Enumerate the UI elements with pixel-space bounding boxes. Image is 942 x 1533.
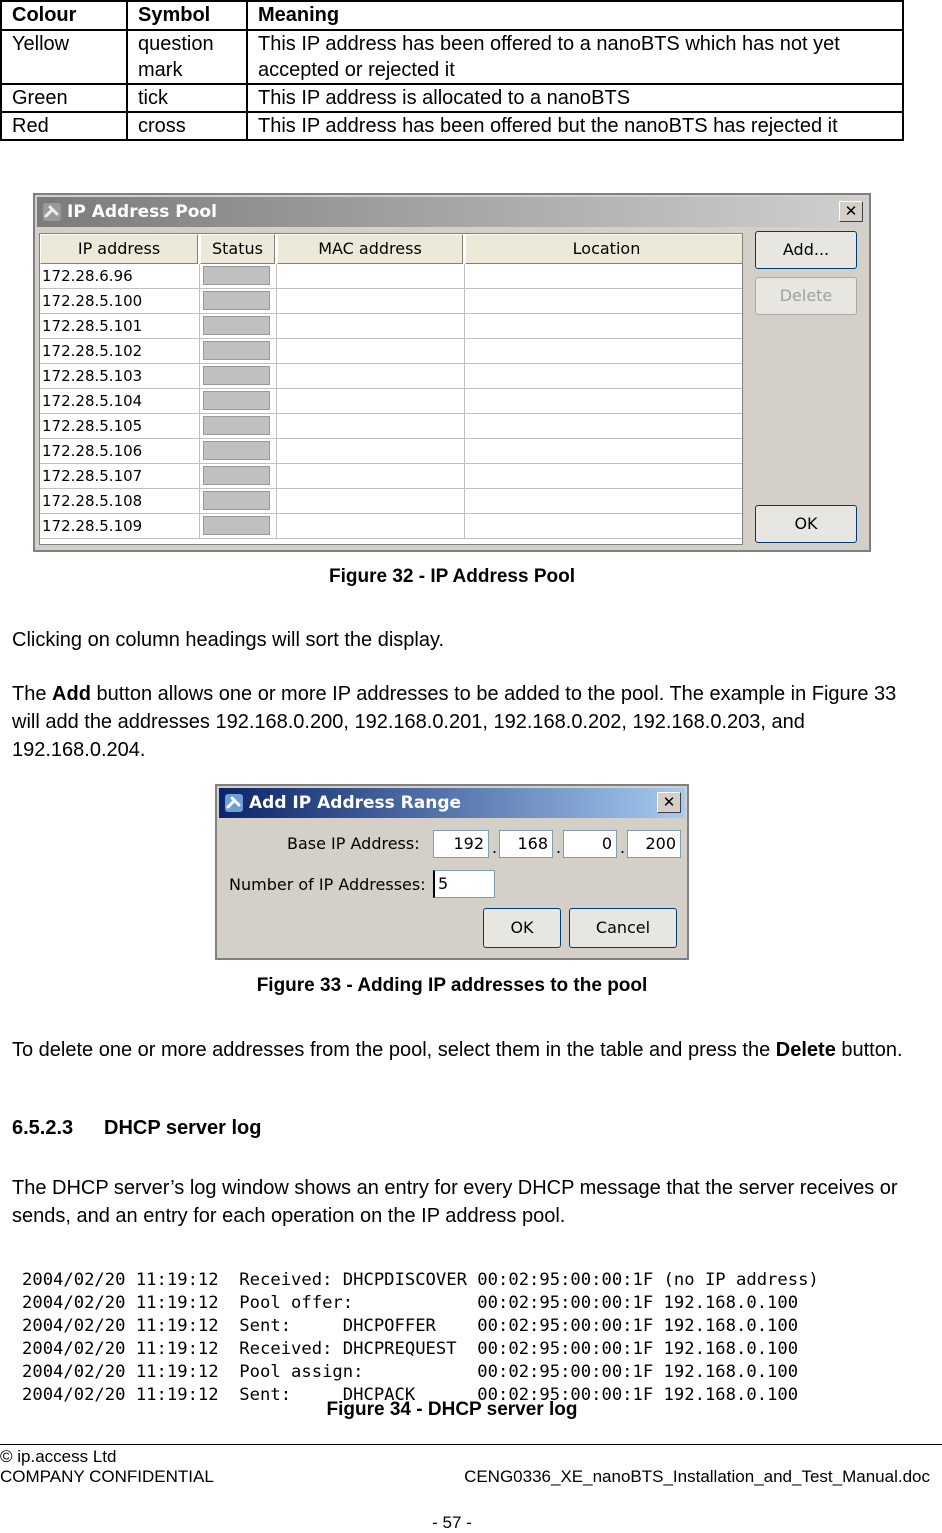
bold-term: Delete [775, 1039, 836, 1061]
status-cell [200, 314, 277, 339]
ip-pool-table[interactable] [39, 233, 743, 545]
paragraph: Clicking on column headings will sort the display. [12, 629, 445, 651]
footer-filename: CENG0336_XE_nanoBTS_Installation_and_Test_Manual.doc [464, 1467, 930, 1486]
octet-separator: . [492, 838, 498, 857]
status-indicator [203, 391, 270, 410]
location-cell [465, 489, 743, 514]
legend-row [1, 84, 903, 112]
mac-address-cell [277, 339, 465, 364]
legend-cell: This IP address has been offered but the nanoBTS has rejected it [247, 112, 903, 140]
location-cell [465, 414, 743, 439]
ip-address-cell: 172.28.5.107 [40, 464, 200, 489]
status-indicator [203, 466, 270, 485]
location-cell [465, 289, 743, 314]
base-ip-octet-1[interactable]: 192 [433, 830, 489, 858]
ip-address-cell: 172.28.5.100 [40, 289, 200, 314]
location-cell [465, 339, 743, 364]
mac-address-cell [277, 439, 465, 464]
status-cell [200, 289, 277, 314]
page-number: - 57 - [432, 1513, 472, 1532]
footer-divider [0, 1444, 942, 1445]
status-indicator [203, 516, 270, 535]
range-window-title: Add IP Address Range [249, 793, 462, 813]
close-icon: ✕ [844, 202, 858, 220]
ip-address-cell: 172.28.5.103 [40, 364, 200, 389]
column-header-ip-address[interactable]: IP address [40, 234, 198, 264]
status-indicator [203, 266, 270, 285]
app-icon [42, 202, 62, 222]
ip-address-cell: 172.28.5.109 [40, 514, 200, 539]
section-number: 6.5.2.3 [12, 1117, 74, 1139]
ip-address-cell: 172.28.5.102 [40, 339, 200, 364]
log-line: 2004/02/20 11:19:12 Sent: DHCPOFFER 00:02:95:00:00:1F 192.168.0.100 [22, 1316, 799, 1336]
paragraph [12, 680, 912, 764]
legend-cell: This IP address has been offered to a nanoBTS which has not yet accepted or rejected it [247, 30, 903, 84]
location-cell [465, 364, 743, 389]
legend-cell: cross [127, 112, 247, 140]
status-cell [200, 414, 277, 439]
ip-address-cell: 172.28.5.108 [40, 489, 200, 514]
legend-row [1, 30, 903, 84]
ok-button[interactable]: OK [483, 908, 561, 948]
status-indicator [203, 416, 270, 435]
status-cell [200, 439, 277, 464]
location-cell [465, 314, 743, 339]
legend-header: Meaning [247, 1, 903, 30]
mac-address-cell [277, 289, 465, 314]
close-button[interactable] [839, 201, 863, 222]
close-icon: ✕ [662, 793, 676, 811]
text-span: The [12, 683, 53, 705]
column-header-status[interactable]: Status [200, 234, 275, 264]
legend-header: Colour [1, 1, 127, 30]
pool-window-title: IP Address Pool [67, 202, 217, 222]
legend-cell: This IP address is allocated to a nanoBTS [247, 84, 903, 112]
location-cell [465, 514, 743, 539]
count-label: Number of IP Addresses: [229, 875, 426, 894]
location-cell [465, 389, 743, 414]
base-ip-label: Base IP Address: [287, 834, 420, 853]
text-span: To delete one or more addresses from the pool, select them in the table and press the [12, 1039, 776, 1061]
column-header-mac-address[interactable]: MAC address [277, 234, 463, 264]
status-cell [200, 464, 277, 489]
column-header-location[interactable]: Location [465, 234, 743, 264]
text-span: button allows one or more IP addresses to be added to the pool. The example in Figure 33 will add the addresses 192.168.0.200, 192.168.0.201, 192.168.0.202, 192.168.0.203, and 192.168.0.204. [12, 683, 897, 761]
figure-caption: Figure 32 - IP Address Pool [328, 566, 575, 587]
ip-address-cell: 172.28.6.96 [40, 264, 200, 289]
octet-separator: . [556, 838, 562, 857]
status-cell [200, 389, 277, 414]
status-cell [200, 364, 277, 389]
paragraph: The DHCP server’s log window shows an entry for every DHCP message that the server receives or sends, and an entry for each operation on the IP address pool. [12, 1177, 898, 1227]
legend-cell: Green [1, 84, 127, 112]
range-title-bar[interactable] [219, 788, 685, 818]
mac-address-cell [277, 464, 465, 489]
legend-row [1, 112, 903, 140]
legend-header: Symbol [127, 1, 247, 30]
legend-table [0, 0, 904, 141]
figure-caption: Figure 34 - DHCP server log [326, 1399, 578, 1420]
mac-address-cell [277, 314, 465, 339]
status-cell [200, 339, 277, 364]
paragraph [12, 1036, 912, 1064]
cancel-button[interactable]: Cancel [569, 908, 677, 948]
status-indicator [203, 441, 270, 460]
app-icon [224, 793, 244, 813]
status-cell [200, 514, 277, 539]
mac-address-cell [277, 264, 465, 289]
status-indicator [203, 366, 270, 385]
ip-address-cell: 172.28.5.104 [40, 389, 200, 414]
ip-address-pool-window [33, 193, 871, 552]
section-title: DHCP server log [104, 1117, 262, 1139]
base-ip-octet-3[interactable]: 0 [563, 830, 617, 858]
status-cell [200, 489, 277, 514]
mac-address-cell [277, 389, 465, 414]
mac-address-cell [277, 364, 465, 389]
log-line: 2004/02/20 11:19:12 Sent: DHCPACK 00:02:95:00:00:1F 192.168.0.100 [22, 1385, 799, 1405]
ip-address-cell: 172.28.5.106 [40, 439, 200, 464]
ok-button[interactable]: OK [755, 505, 857, 543]
status-cell [200, 264, 277, 289]
ip-address-cell: 172.28.5.105 [40, 414, 200, 439]
add-ip-range-window [215, 784, 689, 960]
status-indicator [203, 341, 270, 360]
pool-title-bar[interactable] [37, 197, 867, 227]
footer-company: © ip.access Ltd [0, 1447, 117, 1466]
legend-cell: Red [1, 112, 127, 140]
figure-caption: Figure 33 - Adding IP addresses to the pool [256, 975, 648, 996]
base-ip-octet-2[interactable]: 168 [499, 830, 553, 858]
log-line: 2004/02/20 11:19:12 Pool offer: 00:02:95:00:00:1F 192.168.0.100 [22, 1293, 799, 1313]
legend-cell: tick [127, 84, 247, 112]
close-button[interactable] [657, 792, 681, 813]
log-line: 2004/02/20 11:19:12 Received: DHCPDISCOVER 00:02:95:00:00:1F (no IP address) [22, 1270, 819, 1290]
status-indicator [203, 291, 270, 310]
mac-address-cell [277, 489, 465, 514]
ip-count-input[interactable]: 5 [433, 870, 495, 898]
delete-button[interactable]: Delete [755, 277, 857, 315]
log-line: 2004/02/20 11:19:12 Received: DHCPREQUEST 00:02:95:00:00:1F 192.168.0.100 [22, 1339, 799, 1359]
base-ip-octet-4[interactable]: 200 [627, 830, 681, 858]
bold-term: Add [52, 683, 91, 705]
status-indicator [203, 491, 270, 510]
ip-address-cell: 172.28.5.101 [40, 314, 200, 339]
add-button[interactable]: Add... [755, 231, 857, 269]
mac-address-cell [277, 414, 465, 439]
location-cell [465, 439, 743, 464]
log-line: 2004/02/20 11:19:12 Pool assign: 00:02:95:00:00:1F 192.168.0.100 [22, 1362, 799, 1382]
location-cell [465, 264, 743, 289]
location-cell [465, 464, 743, 489]
legend-cell: question mark [127, 30, 247, 84]
status-indicator [203, 316, 270, 335]
mac-address-cell [277, 514, 465, 539]
legend-cell: Yellow [1, 30, 127, 84]
octet-separator: . [620, 838, 626, 857]
footer-confidential: COMPANY CONFIDENTIAL [0, 1467, 214, 1486]
text-span: button. [835, 1039, 903, 1061]
section-heading [12, 1117, 261, 1140]
legend-header-row [1, 1, 903, 30]
